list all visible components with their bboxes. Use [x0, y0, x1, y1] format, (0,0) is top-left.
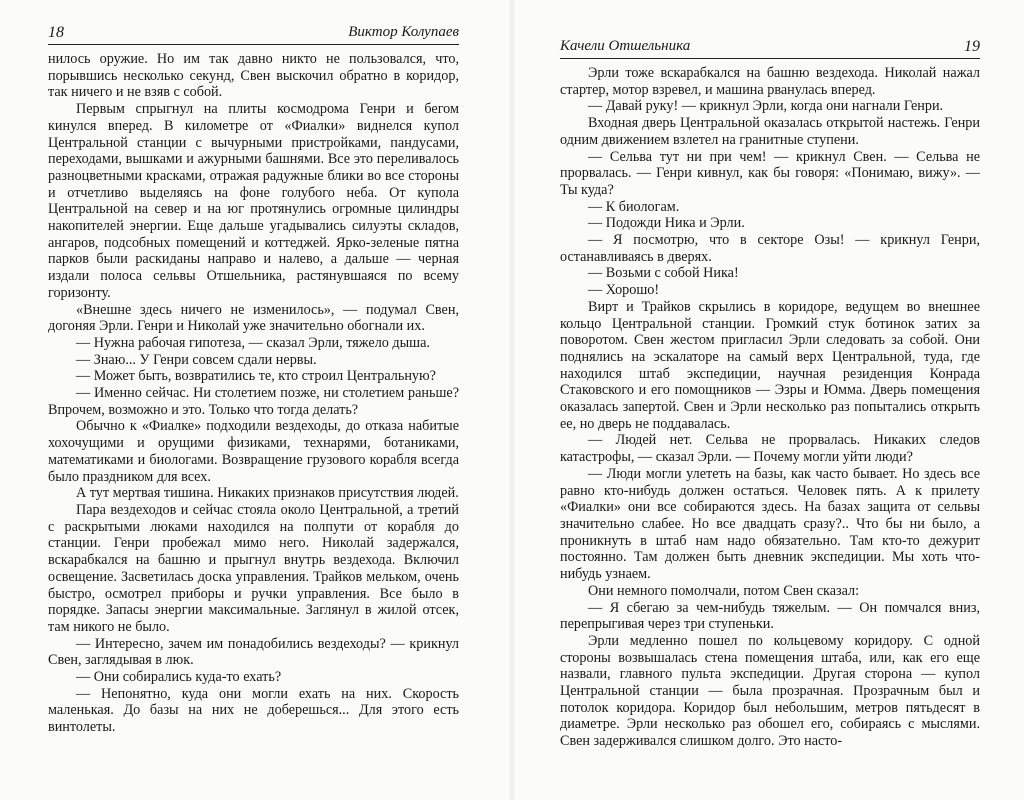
- paragraph: — Знаю... У Генри совсем сдали нервы.: [76, 351, 317, 368]
- paragraph: — Людей нет. Сельва не прорвалась. Никаких следов катастрофы, — сказал Эрли. — Почему могли уйти люди?: [560, 432, 980, 466]
- paragraph: Эрли медленно пошел по кольцевому коридору. С одной стороны возвышалась стена помещения штаба, или, как его еще назвали, главного пульта экспедиции. Другая сторона — купол Центральной станции — была прозрачная. Прозрачным был и потолок коридора. Коридор был небольшим, метров пятьдесят в диаметре. Эрли несколько раз обошел его, собираясь с мыслями. Свен задерживался слишком долго. Это насто-: [560, 632, 980, 750]
- paragraph: — Сельва тут ни при чем! — крикнул Свен. — Сельва не прорвалась. — Генри кивнул, как бы говоря: «Понимаю, вижу». — Ты куда?: [560, 148, 980, 198]
- paragraph: Вирт и Трайков скрылись в коридоре, ведущем во внешнее кольцо Центральной станции. Громкий стук ботинок затих за поворотом. Свен жестом пригласил Эрли следовать за собой. Они поднялись на эскалаторе на самый верх Центральной, туда, где находился штаб экспедиции, научная резиденция Конрада Стаковского и его помощников — Эзры и Юмма. Дверь помещения оказалась запертой. Свен и Эрли несколько раз попытались открыть ее, но дверь не поддавалась.: [560, 298, 980, 432]
- paragraph: — Подожди Ника и Эрли.: [588, 215, 745, 232]
- left-page-text: [48, 51, 459, 736]
- paragraph: Они немного помолчали, потом Свен сказал:: [588, 582, 860, 599]
- paragraph: — Они собирались куда-то ехать?: [76, 669, 282, 686]
- paragraph: А тут мертвая тишина. Никаких признаков присутствия людей.: [76, 485, 459, 502]
- right-page-number: 19: [964, 38, 980, 55]
- paragraph: — Возьми с собой Ника!: [588, 265, 739, 282]
- paragraph: — Хорошо!: [588, 282, 660, 299]
- right-page: [512, 0, 1024, 800]
- paragraph: — Интересно, зачем им понадобились вездеходы? — крикнул Свен, заглядывая в люк.: [48, 635, 459, 669]
- paragraph: Пара вездеходов и сейчас стояла около Центральной, а третий с раскрытыми люками находился на полпути от корабля до станции. Генри пробежал мимо него. Николай задержался, вскарабкался на башню и прыгнул внутрь вездехода. Включил освещение. Засветилась доска управления. Трайков мельком, очень быстро, осмотрел приборы и ручки управления. Все было в порядке. Запасы энергии максимальные. Заглянул в жилой отсек, там никого не было.: [48, 501, 459, 635]
- paragraph: — Может быть, возвратились те, кто строил Центральную?: [76, 368, 436, 385]
- paragraph: — Непонятно, куда они могли ехать на них. Скорость маленькая. До базы на них не доберешься... Для этого есть винтолеты.: [48, 685, 459, 736]
- paragraph: Первым спрыгнул на плиты космодрома Генри и бегом кинулся вперед. В километре от «Фиалки» виднелся купол Центральной станции с вычурными пристройками, пандусами, переходами, вышками и ажурными башнями. Все это переливалось разноцветными красками, отражая радужные блики во все стороны и отчетливо выделяясь на фоне голубого неба. От купола Центральной на север и на юг протянулись огромные цилиндры накопителей энергии. Еще дальше угадывались силуэты складов, ангаров, подсобных помещений и коттеджей. Ярко-зеленые пятна парков были раскиданы направо и налево, а дальше — черная издали полоса сельвы Отшельника, растянувшаяся по всему горизонту.: [48, 101, 459, 301]
- paragraph: — К биологам.: [588, 198, 680, 215]
- paragraph: — Люди могли улететь на базы, как часто бывает. Но здесь все равно кто-нибудь должен остаться. Человек пять. А к прилету «Фиалки» они все собираются здесь. На базах защита от сельвы значительно слабее. Но все двадцать сразу?.. Что бы ни было, а проникнуть в штаб нам надо обязательно. Там кто-то дежурит постоянно. Там должен быть дневник экспедиции. Мы хоть что-нибудь узнаем.: [560, 465, 980, 583]
- paragraph: Эрли тоже вскарабкался на башню вездехода. Николай нажал стартер, мотор взревел, и машина рванулась вперед.: [560, 65, 980, 98]
- right-page-text: [560, 65, 980, 750]
- paragraph: — Именно сейчас. Ни столетием позже, ни столетием раньше? Впрочем, возможно и это. Только что тогда делать?: [48, 385, 459, 418]
- paragraph: — Давай руку! — крикнул Эрли, когда они нагнали Генри.: [588, 98, 944, 115]
- paragraph: — Я посмотрю, что в секторе Озы! — крикнул Генри, останавливаясь в дверях.: [560, 232, 980, 265]
- paragraph: нилось оружие. Но им так давно никто не пользовался, что, порывшись несколько секунд, Свен выскочил обратно в коридор, так ничего и не взяв с собой.: [48, 51, 459, 101]
- left-running-title: Виктор Колупаев: [348, 24, 459, 40]
- left-page-number: 18: [48, 24, 64, 41]
- paragraph: «Внешне здесь ничего не изменилось», — подумал Свен, догоняя Эрли. Генри и Николай уже значительно обогнали их.: [48, 301, 459, 335]
- paragraph: Входная дверь Центральной оказалась открытой настежь. Генри одним движением взлетел на гранитные ступени.: [560, 115, 980, 148]
- right-running-title: Качели Отшельника: [560, 38, 691, 54]
- paragraph: — Нужна рабочая гипотеза, — сказал Эрли, тяжело дыша.: [76, 334, 430, 351]
- right-page-header: [560, 36, 980, 59]
- left-page-header: [48, 22, 459, 45]
- paragraph: Обычно к «Фиалке» подходили вездеходы, до отказа набитые хохочущими и орущими физиками, технарями, ботаниками, математиками и биологами. Возвращение грузового корабля всегда было праздником для всех.: [48, 418, 459, 485]
- paragraph: — Я сбегаю за чем-нибудь тяжелым. — Он помчался вниз, перепрыгивая через три ступеньки.: [560, 599, 980, 633]
